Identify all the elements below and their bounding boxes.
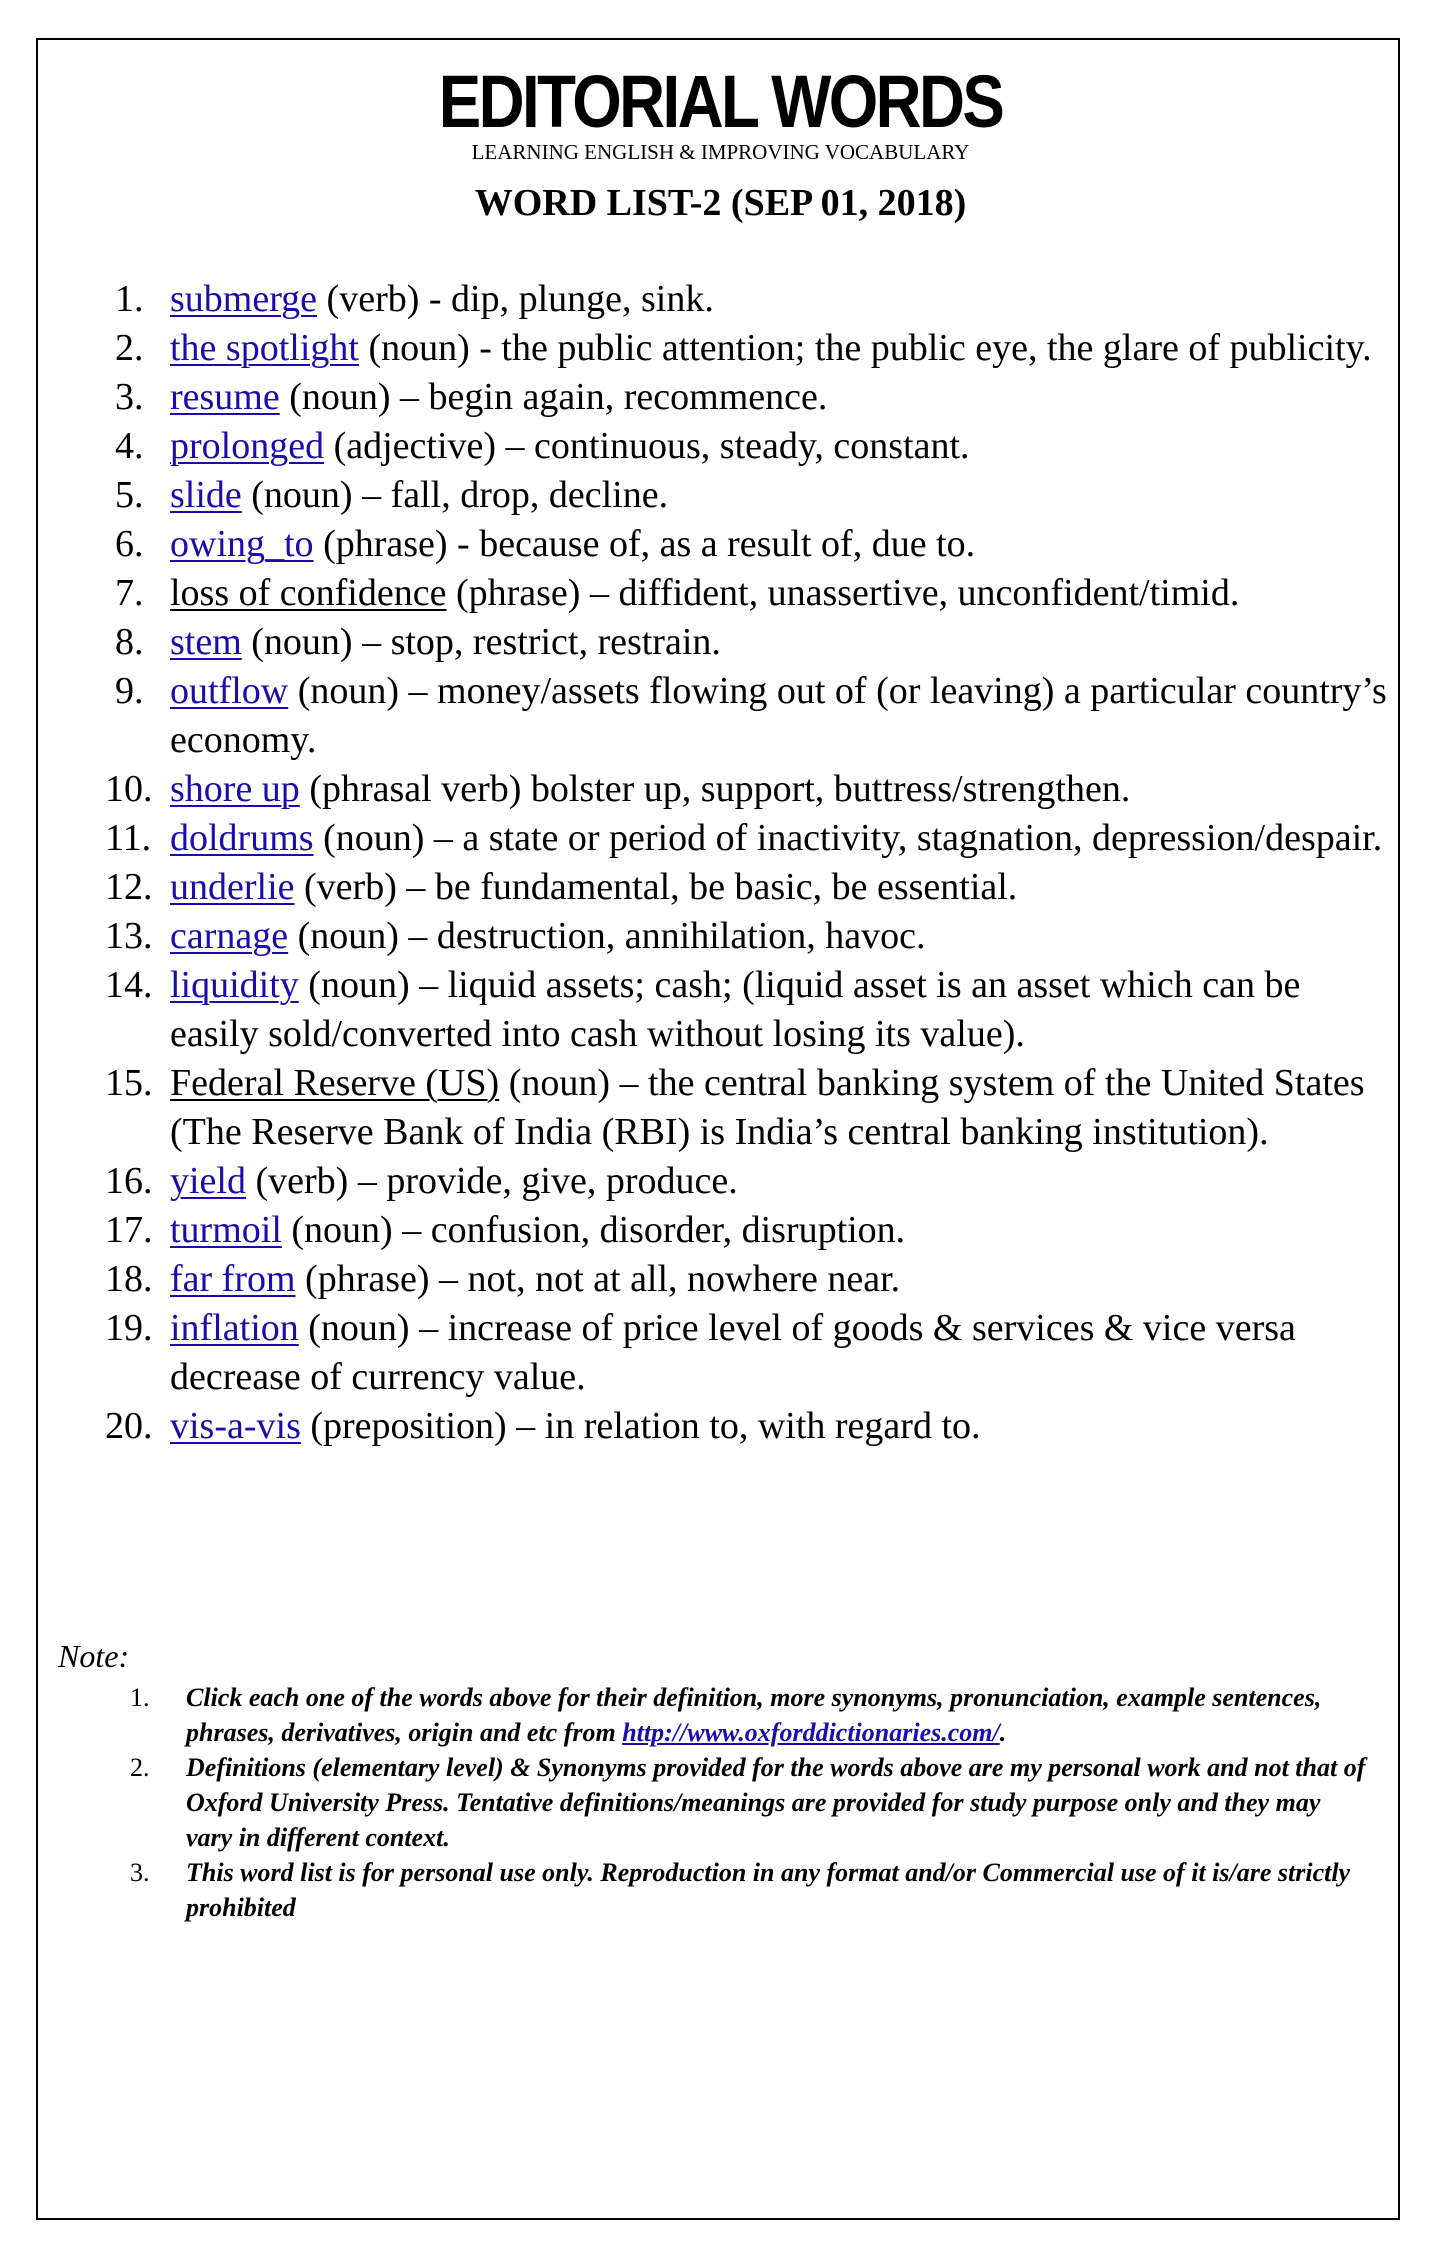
item-definition: (noun) – liquid assets; cash; (liquid asset is an asset which can be easily sold/converted into cash without losing its value). (170, 964, 1301, 1055)
list-item (105, 667, 1395, 765)
word-link-inflation[interactable]: inflation (170, 1307, 299, 1349)
list-item (105, 912, 1395, 961)
item-number: 2. (115, 327, 144, 369)
word-link-federal-reserve[interactable]: Federal Reserve (US) (170, 1062, 500, 1104)
item-number: 3. (115, 376, 144, 418)
item-definition: (noun) – destruction, annihilation, havoc. (288, 915, 926, 957)
word-link-resume[interactable]: resume (170, 376, 280, 418)
item-number: 4. (115, 425, 144, 467)
list-item (105, 471, 1395, 520)
note-text-end: . (999, 1718, 1007, 1747)
item-number: 10. (105, 768, 153, 810)
item-definition: (adjective) – continuous, steady, constant. (324, 425, 970, 467)
note-text: This word list is for personal use only. Reproduction in any format and/or Commercial use of it is/are strictly prohibited (186, 1858, 1351, 1922)
item-number: 20. (105, 1405, 153, 1447)
word-link-outflow[interactable]: outflow (170, 670, 289, 712)
item-number: 18. (105, 1258, 153, 1300)
word-link-underlie[interactable]: underlie (170, 866, 295, 908)
item-number: 8. (115, 621, 144, 663)
item-definition: (noun) – increase of price level of goods & services & vice versa decrease of currency value. (170, 1307, 1296, 1398)
list-item (105, 618, 1395, 667)
list-item (105, 275, 1395, 324)
list-item (105, 1304, 1395, 1402)
list-item (105, 961, 1395, 1059)
list-item (105, 520, 1395, 569)
list-item (105, 324, 1395, 373)
item-definition: (verb) - dip, plunge, sink. (317, 278, 714, 320)
note-item (130, 1855, 1370, 1925)
word-link-far-from[interactable]: far from (170, 1258, 296, 1300)
list-item (105, 1157, 1395, 1206)
note-text: Definitions (elementary level) & Synonyms provided for the words above are my personal work and not that of Oxford University Press. Tentative definitions/meanings are provided for study purpose only and they may vary in different context. (186, 1753, 1366, 1852)
item-definition: (noun) - the public attention; the public eye, the glare of publicity. (358, 327, 1372, 369)
item-definition: (phrase) – diffident, unassertive, unconfident/timid. (446, 572, 1240, 614)
item-definition: (noun) – fall, drop, decline. (241, 474, 669, 516)
item-definition: (noun) – the central banking system of the United States (The Reserve Bank of India (RBI) is India’s central banking institution). (170, 1062, 1365, 1153)
item-number: 15. (105, 1062, 153, 1104)
page-title: EDITORIAL WORDS (438, 60, 1003, 143)
item-number: 12. (105, 866, 153, 908)
note-number: 2. (130, 1753, 150, 1782)
word-link-vis-a-vis[interactable]: vis-a-vis (170, 1405, 301, 1447)
note-number: 1. (130, 1683, 150, 1712)
item-definition: (verb) – provide, give, produce. (245, 1160, 738, 1202)
item-definition: (noun) – confusion, disorder, disruption. (281, 1209, 906, 1251)
item-number: 16. (105, 1160, 153, 1202)
item-number: 7. (115, 572, 144, 614)
note-item (130, 1750, 1370, 1855)
item-number: 19. (105, 1307, 153, 1349)
word-link-stem[interactable]: stem (170, 621, 242, 663)
word-link-carnage[interactable]: carnage (170, 915, 289, 957)
word-link-owing-to[interactable]: owing_to (170, 523, 314, 565)
list-item (105, 765, 1395, 814)
list-item (105, 1255, 1395, 1304)
word-link-the-spotlight[interactable]: the spotlight (170, 327, 359, 369)
note-label: Note: (58, 1638, 130, 1674)
word-link-doldrums[interactable]: doldrums (170, 817, 314, 859)
word-link-loss-of-confidence[interactable]: loss of confidence (170, 572, 447, 614)
list-item (105, 1402, 1395, 1451)
item-definition: (preposition) – in relation to, with regard to. (300, 1405, 981, 1447)
item-number: 14. (105, 964, 153, 1006)
word-link-submerge[interactable]: submerge (170, 278, 318, 320)
item-definition: (noun) – a state or period of inactivity, stagnation, depression/despair. (313, 817, 1383, 859)
item-definition: (noun) – money/assets flowing out of (or leaving) a particular country’s economy. (170, 670, 1387, 761)
item-definition: (phrase) – not, not at all, nowhere near. (295, 1258, 901, 1300)
item-number: 9. (115, 670, 144, 712)
item-number: 1. (115, 278, 144, 320)
word-link-liquidity[interactable]: liquidity (170, 964, 299, 1006)
item-number: 6. (115, 523, 144, 565)
list-item (105, 1206, 1395, 1255)
word-list-title: WORD LIST-2 (SEP 01, 2018) (474, 182, 967, 224)
item-definition: (verb) – be fundamental, be basic, be essential. (294, 866, 1018, 908)
list-item (105, 1059, 1395, 1157)
list-item (105, 814, 1395, 863)
word-link-prolonged[interactable]: prolonged (170, 425, 325, 467)
word-link-yield[interactable]: yield (170, 1160, 246, 1202)
item-number: 13. (105, 915, 153, 957)
word-link-slide[interactable]: slide (170, 474, 242, 516)
item-definition: (noun) – stop, restrict, restrain. (241, 621, 721, 663)
item-definition: (noun) – begin again, recommence. (279, 376, 828, 418)
list-item (105, 422, 1395, 471)
item-number: 11. (105, 817, 152, 859)
list-item (105, 863, 1395, 912)
note-number: 3. (130, 1858, 150, 1887)
word-list (105, 275, 1395, 1451)
oxford-dictionaries-link[interactable]: http://www.oxforddictionaries.com/ (622, 1718, 1000, 1747)
item-number: 5. (115, 474, 144, 516)
word-link-shore-up[interactable]: shore up (170, 768, 300, 810)
item-number: 17. (105, 1209, 153, 1251)
note-list (130, 1680, 1370, 1925)
word-link-turmoil[interactable]: turmoil (170, 1209, 282, 1251)
note-text: Click each one of the words above for their definition, more synonyms, pronunciation, example sentences, phrases, derivatives, origin and etc from (186, 1683, 1322, 1747)
item-definition: (phrase) - because of, as a result of, due to. (313, 523, 976, 565)
list-item (105, 373, 1395, 422)
note-item (130, 1680, 1370, 1750)
item-definition: (phrasal verb) bolster up, support, buttress/strengthen. (299, 768, 1131, 810)
list-item (105, 569, 1395, 618)
page-subtitle: LEARNING ENGLISH & IMPROVING VOCABULARY (471, 140, 970, 164)
